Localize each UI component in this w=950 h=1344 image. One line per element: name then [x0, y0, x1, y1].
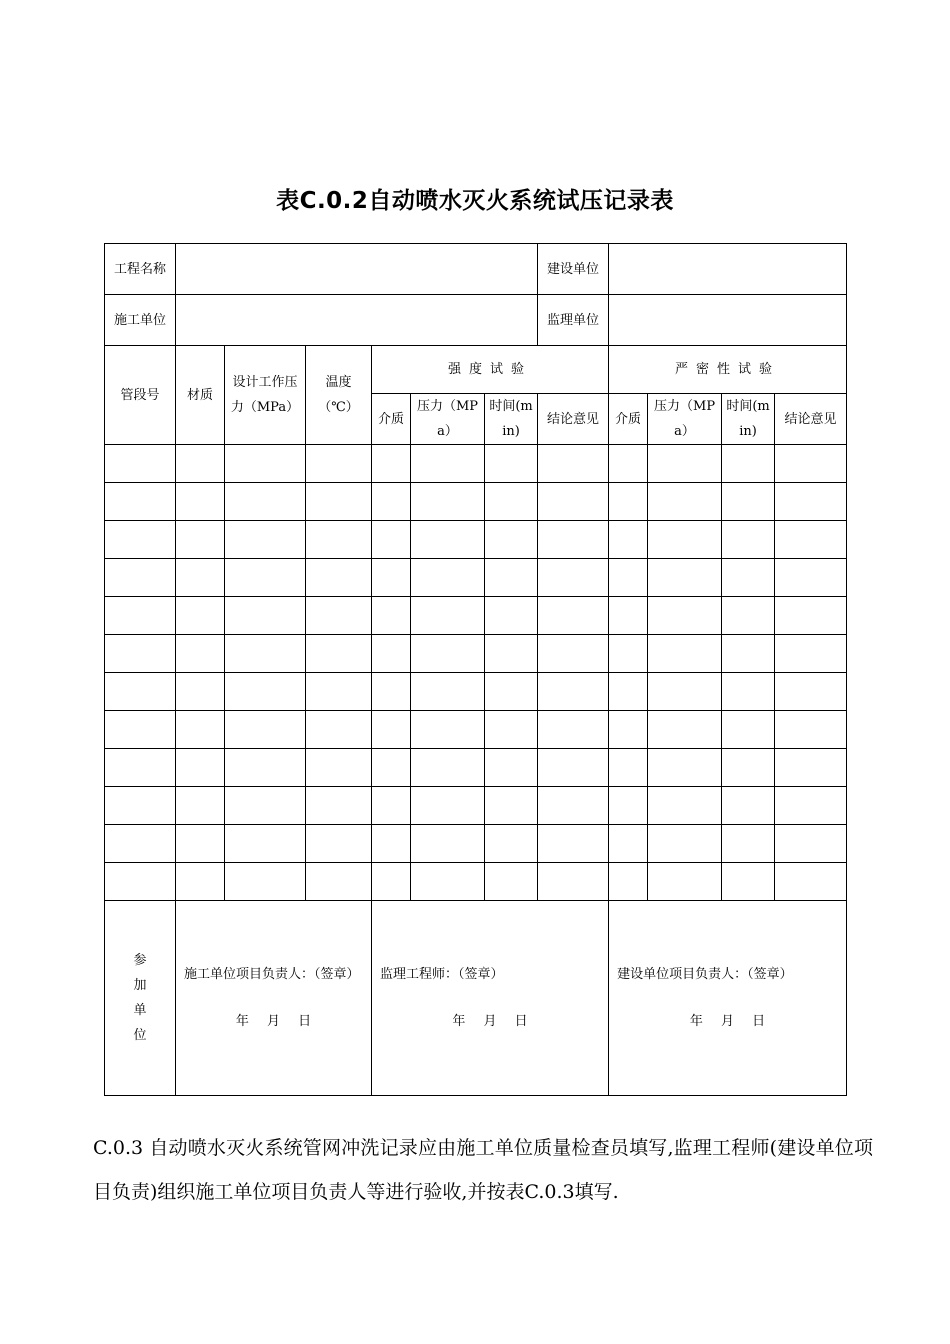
table-cell[interactable]: [372, 521, 411, 559]
table-cell[interactable]: [105, 597, 176, 635]
table-row: [105, 559, 847, 597]
table-cell[interactable]: [306, 559, 372, 597]
table-cell[interactable]: [485, 521, 538, 559]
page-title: 表C.0.2自动喷水灭火系统试压记录表: [276, 188, 674, 214]
table-cell[interactable]: [306, 597, 372, 635]
table-cell[interactable]: [372, 483, 411, 521]
table-cell[interactable]: [722, 521, 775, 559]
table-cell[interactable]: [306, 445, 372, 483]
table-cell[interactable]: [411, 559, 485, 597]
table-cell[interactable]: [775, 863, 847, 901]
table-row: [105, 711, 847, 749]
strength-time-header: 时间(min): [485, 394, 538, 445]
supervision-unit-label: 监理单位: [538, 295, 609, 346]
tightness-medium-header: 介质: [609, 394, 648, 445]
table-cell[interactable]: [176, 445, 225, 483]
table-cell[interactable]: [485, 445, 538, 483]
table-cell[interactable]: [775, 597, 847, 635]
table-cell[interactable]: [722, 825, 775, 863]
table-cell[interactable]: [485, 711, 538, 749]
strength-conclusion-header: 结论意见: [538, 394, 609, 445]
table-cell[interactable]: [411, 445, 485, 483]
table-cell[interactable]: [306, 483, 372, 521]
table-cell[interactable]: [609, 597, 648, 635]
table-cell[interactable]: [372, 711, 411, 749]
table-cell[interactable]: [176, 863, 225, 901]
table-cell[interactable]: [775, 787, 847, 825]
table-cell[interactable]: [538, 521, 609, 559]
table-cell[interactable]: [609, 673, 648, 711]
table-cell[interactable]: [648, 825, 722, 863]
table-cell[interactable]: [538, 597, 609, 635]
table-row: [105, 635, 847, 673]
supervision-unit-value[interactable]: [609, 295, 847, 346]
owner-unit-label: 建设单位: [538, 244, 609, 295]
table-cell[interactable]: [538, 559, 609, 597]
table-cell[interactable]: [372, 825, 411, 863]
table-cell[interactable]: [306, 863, 372, 901]
table-cell[interactable]: [225, 483, 306, 521]
table-row: [105, 597, 847, 635]
table-cell[interactable]: [105, 749, 176, 787]
construction-unit-label: 施工单位: [105, 295, 176, 346]
table-cell[interactable]: [609, 863, 648, 901]
table-cell[interactable]: [225, 825, 306, 863]
table-cell[interactable]: [775, 559, 847, 597]
table-cell[interactable]: [775, 521, 847, 559]
table-cell[interactable]: [105, 863, 176, 901]
table-cell[interactable]: [372, 597, 411, 635]
table-cell[interactable]: [722, 863, 775, 901]
table-cell[interactable]: [775, 483, 847, 521]
table-row: [105, 521, 847, 559]
owner-signature-box[interactable]: [609, 901, 847, 1096]
pipe-no-header: 管段号: [105, 346, 176, 445]
table-cell[interactable]: [105, 445, 176, 483]
table-cell[interactable]: [105, 521, 176, 559]
construction-signature-box[interactable]: [176, 901, 372, 1096]
table-cell[interactable]: [648, 597, 722, 635]
table-cell[interactable]: [105, 483, 176, 521]
table-cell[interactable]: [411, 825, 485, 863]
table-cell[interactable]: [225, 673, 306, 711]
table-cell[interactable]: [176, 597, 225, 635]
table-cell[interactable]: [372, 445, 411, 483]
table-cell[interactable]: [722, 559, 775, 597]
table-cell[interactable]: [538, 863, 609, 901]
table-cell[interactable]: [225, 445, 306, 483]
participants-char: 单: [133, 1003, 147, 1018]
table-cell[interactable]: [485, 787, 538, 825]
table-cell[interactable]: [775, 749, 847, 787]
construction-signature-date: 年 月 日: [235, 1014, 312, 1029]
table-cell[interactable]: [538, 749, 609, 787]
strength-medium-header: 介质: [372, 394, 411, 445]
table-cell[interactable]: [306, 673, 372, 711]
table-cell[interactable]: [609, 559, 648, 597]
table-cell[interactable]: [372, 787, 411, 825]
table-cell[interactable]: [485, 863, 538, 901]
table-cell[interactable]: [306, 825, 372, 863]
table-cell[interactable]: [225, 597, 306, 635]
table-cell[interactable]: [176, 483, 225, 521]
table-cell[interactable]: [105, 787, 176, 825]
table-cell[interactable]: [722, 787, 775, 825]
table-cell[interactable]: [411, 635, 485, 673]
tightness-conclusion-header: 结论意见: [775, 394, 847, 445]
table-cell[interactable]: [225, 863, 306, 901]
table-cell[interactable]: [411, 863, 485, 901]
construction-unit-value[interactable]: [176, 295, 538, 346]
table-cell[interactable]: [648, 787, 722, 825]
table-cell[interactable]: [775, 635, 847, 673]
supervisor-signature-label: 监理工程师：（签章）: [380, 967, 504, 982]
table-cell[interactable]: [722, 711, 775, 749]
table-cell[interactable]: [648, 445, 722, 483]
supervisor-signature-box[interactable]: [372, 901, 609, 1096]
table-cell[interactable]: [485, 597, 538, 635]
supervisor-signature-date: 年 月 日: [452, 1014, 528, 1029]
table-cell[interactable]: [538, 673, 609, 711]
table-cell[interactable]: [176, 749, 225, 787]
table-cell[interactable]: [722, 597, 775, 635]
table-cell[interactable]: [176, 559, 225, 597]
table-cell[interactable]: [775, 825, 847, 863]
table-cell[interactable]: [225, 559, 306, 597]
table-cell[interactable]: [225, 521, 306, 559]
table-cell[interactable]: [775, 711, 847, 749]
table-cell[interactable]: [306, 787, 372, 825]
table-cell[interactable]: [176, 825, 225, 863]
table-row: [105, 749, 847, 787]
project-name-label: 工程名称: [105, 244, 176, 295]
data-rows: [105, 445, 847, 901]
table-cell[interactable]: [538, 711, 609, 749]
table-cell[interactable]: [411, 521, 485, 559]
table-cell[interactable]: [176, 711, 225, 749]
table-cell[interactable]: [411, 673, 485, 711]
table-row: [105, 787, 847, 825]
table-cell[interactable]: [485, 635, 538, 673]
participants-char: 位: [133, 1028, 147, 1043]
table-cell[interactable]: [648, 711, 722, 749]
table-cell[interactable]: [306, 749, 372, 787]
table-cell[interactable]: [538, 787, 609, 825]
strength-pressure-header: 压力（MPa）: [411, 394, 485, 445]
table-cell[interactable]: [306, 635, 372, 673]
owner-signature-label: 建设单位项目负责人：（签章）: [617, 967, 793, 982]
table-cell[interactable]: [609, 825, 648, 863]
owner-signature-date: 年 月 日: [689, 1014, 766, 1029]
table-cell[interactable]: [722, 483, 775, 521]
table-cell[interactable]: [485, 483, 538, 521]
design-pressure-header: 设计工作压力（MPa）: [225, 346, 306, 445]
participants-char: 加: [133, 978, 147, 993]
table-cell[interactable]: [538, 483, 609, 521]
table-row: [105, 483, 847, 521]
table-cell[interactable]: [648, 521, 722, 559]
paragraph-c03: C.0.3 自动喷水灭火系统管网冲洗记录应由施工单位质量检查员填写,监理工程师(建设单位项目负责)组织施工单位项目负责人等进行验收,并按表C.0.3填写.: [93, 1137, 873, 1203]
table-cell[interactable]: [609, 749, 648, 787]
table-cell[interactable]: [105, 559, 176, 597]
table-cell[interactable]: [485, 559, 538, 597]
table-cell[interactable]: [372, 559, 411, 597]
table-cell[interactable]: [722, 749, 775, 787]
participants-char: 参: [133, 953, 147, 968]
table-cell[interactable]: [609, 787, 648, 825]
table-cell[interactable]: [411, 483, 485, 521]
table-row: [105, 445, 847, 483]
table-cell[interactable]: [105, 635, 176, 673]
table-cell[interactable]: [775, 445, 847, 483]
table-cell[interactable]: [105, 711, 176, 749]
table-cell[interactable]: [722, 635, 775, 673]
table-cell[interactable]: [775, 673, 847, 711]
table-cell[interactable]: [609, 635, 648, 673]
table-cell[interactable]: [609, 711, 648, 749]
participants-label: [105, 901, 176, 1096]
table-cell[interactable]: [306, 521, 372, 559]
temperature-header: 温度（℃）: [306, 346, 372, 445]
table-cell[interactable]: [648, 559, 722, 597]
table-cell[interactable]: [648, 863, 722, 901]
material-header: 材质: [176, 346, 225, 445]
table-cell[interactable]: [176, 521, 225, 559]
table-cell[interactable]: [105, 673, 176, 711]
table-cell[interactable]: [609, 521, 648, 559]
table-cell[interactable]: [176, 673, 225, 711]
table-cell[interactable]: [609, 445, 648, 483]
table-cell[interactable]: [648, 635, 722, 673]
table-cell[interactable]: [176, 635, 225, 673]
table-cell[interactable]: [411, 787, 485, 825]
tightness-time-header: 时间(min): [722, 394, 775, 445]
table-cell[interactable]: [105, 825, 176, 863]
table-cell[interactable]: [722, 445, 775, 483]
table-cell[interactable]: [722, 673, 775, 711]
table-row: [105, 673, 847, 711]
table-cell[interactable]: [609, 483, 648, 521]
owner-unit-value[interactable]: [609, 244, 847, 295]
table-cell[interactable]: [411, 597, 485, 635]
table-cell[interactable]: [225, 635, 306, 673]
table-cell[interactable]: [306, 711, 372, 749]
table-cell[interactable]: [485, 673, 538, 711]
body-paragraph: [93, 1126, 873, 1214]
construction-signature-label: 施工单位项目负责人：（签章）: [184, 967, 360, 982]
table-cell[interactable]: [648, 673, 722, 711]
table-cell[interactable]: [538, 825, 609, 863]
tightness-pressure-header: 压力（MPa）: [648, 394, 722, 445]
table-cell[interactable]: [225, 711, 306, 749]
table-cell[interactable]: [648, 749, 722, 787]
table-cell[interactable]: [372, 749, 411, 787]
table-cell[interactable]: [176, 787, 225, 825]
strength-test-header: 强度试验: [372, 346, 609, 394]
table-cell[interactable]: [372, 863, 411, 901]
pressure-test-record-table: [104, 243, 847, 1096]
table-cell[interactable]: [372, 635, 411, 673]
table-cell[interactable]: [648, 483, 722, 521]
table-cell[interactable]: [411, 749, 485, 787]
table-cell[interactable]: [538, 635, 609, 673]
table-cell[interactable]: [372, 673, 411, 711]
table-row: [105, 825, 847, 863]
table-row: [105, 863, 847, 901]
project-name-value[interactable]: [176, 244, 538, 295]
table-cell[interactable]: [538, 445, 609, 483]
tightness-test-header: 严密性试验: [609, 346, 847, 394]
table-cell[interactable]: [485, 749, 538, 787]
table-cell[interactable]: [225, 787, 306, 825]
table-cell[interactable]: [485, 825, 538, 863]
table-cell[interactable]: [225, 749, 306, 787]
table-cell[interactable]: [411, 711, 485, 749]
